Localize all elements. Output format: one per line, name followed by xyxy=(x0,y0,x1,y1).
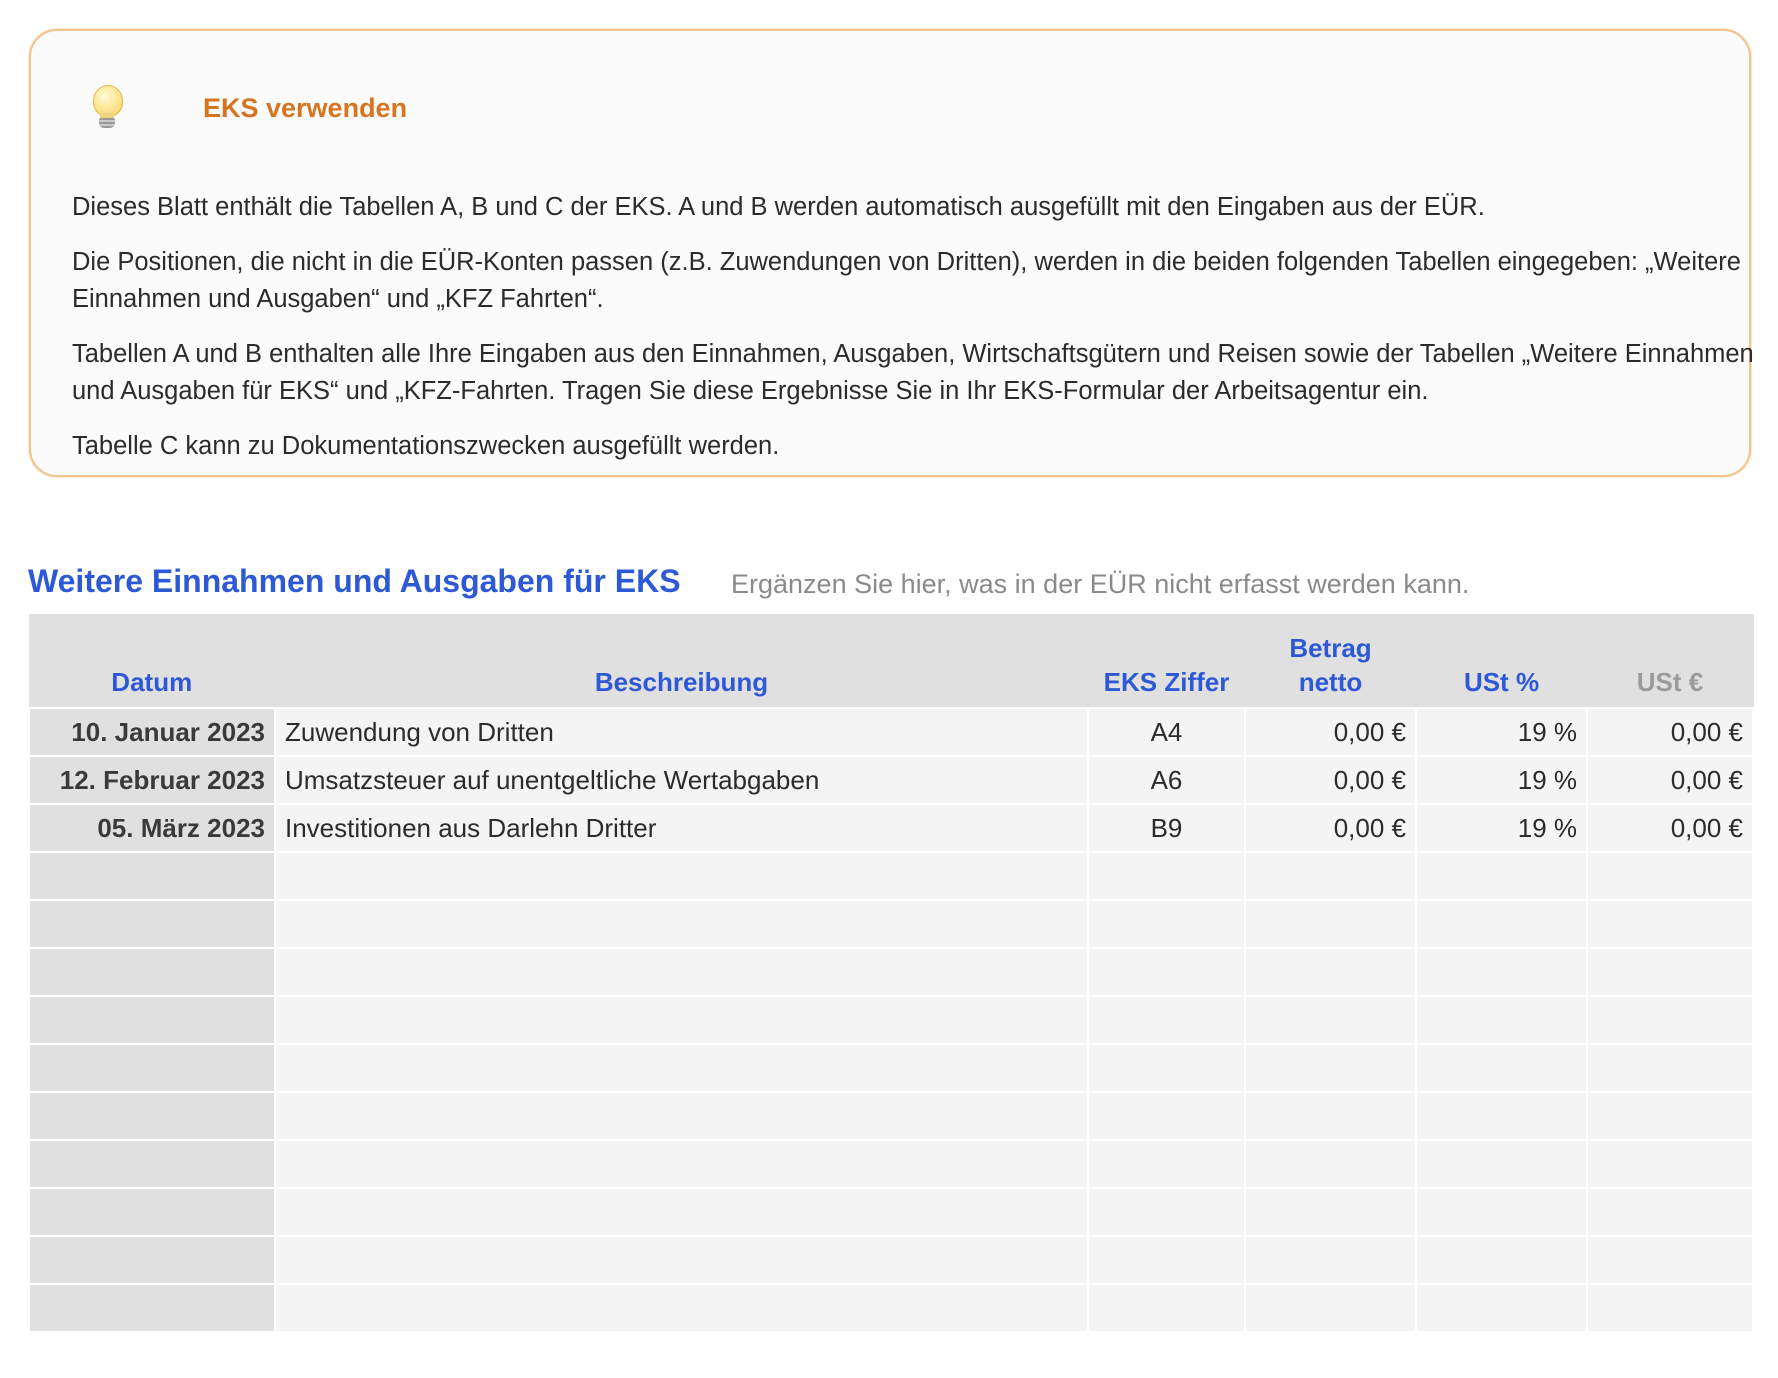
cell-betrag-netto[interactable] xyxy=(1245,1092,1416,1140)
cell-beschreibung[interactable] xyxy=(275,900,1088,948)
cell-ust-eur[interactable] xyxy=(1587,1092,1753,1140)
info-title: EKS verwenden xyxy=(203,92,408,123)
table-row xyxy=(29,708,1753,756)
cell-eks-ziffer[interactable]: A4 xyxy=(1088,708,1245,756)
cell-betrag-netto[interactable] xyxy=(1245,900,1416,948)
cell-ust-pct[interactable] xyxy=(1416,1236,1587,1284)
cell-beschreibung[interactable] xyxy=(275,852,1088,900)
header-betrag-line1: Betrag xyxy=(1289,633,1372,663)
cell-ust-pct[interactable] xyxy=(1416,900,1587,948)
header-datum: Datum xyxy=(29,614,275,708)
cell-beschreibung[interactable]: Investitionen aus Darlehn Dritter xyxy=(275,804,1088,852)
cell-datum[interactable] xyxy=(29,1284,275,1332)
cell-betrag-netto[interactable] xyxy=(1245,996,1416,1044)
cell-betrag-netto[interactable] xyxy=(1245,1284,1416,1332)
cell-ust-eur[interactable] xyxy=(1587,900,1753,948)
info-paragraph: Tabelle C kann zu Dokumentationszwecken ausgefüllt werden. xyxy=(72,432,780,460)
cell-betrag-netto[interactable] xyxy=(1245,852,1416,900)
cell-beschreibung[interactable] xyxy=(275,1188,1088,1236)
table-body xyxy=(29,708,1753,1332)
table-hint: Ergänzen Sie hier, was in der EÜR nicht erfasst werden kann. xyxy=(731,569,1470,599)
table-row xyxy=(29,948,1753,996)
cell-eks-ziffer[interactable] xyxy=(1088,1236,1245,1284)
eks-table xyxy=(28,614,1754,1333)
cell-datum[interactable] xyxy=(29,900,275,948)
table-row xyxy=(29,1188,1753,1236)
table-row xyxy=(29,852,1753,900)
cell-ust-pct[interactable] xyxy=(1416,852,1587,900)
header-betrag-netto xyxy=(1245,614,1416,708)
cell-betrag-netto[interactable] xyxy=(1245,1236,1416,1284)
cell-datum[interactable] xyxy=(29,1044,275,1092)
header-betrag-line2: netto xyxy=(1298,667,1363,697)
cell-ust-eur[interactable] xyxy=(1587,1188,1753,1236)
cell-betrag-netto[interactable] xyxy=(1245,1044,1416,1092)
cell-eks-ziffer[interactable] xyxy=(1088,1284,1245,1332)
cell-eks-ziffer[interactable] xyxy=(1088,900,1245,948)
cell-betrag-netto[interactable]: 0,00 € xyxy=(1245,804,1416,852)
table-row xyxy=(29,1044,1753,1092)
table-row xyxy=(29,1284,1753,1332)
table-row xyxy=(29,900,1753,948)
cell-eks-ziffer[interactable]: B9 xyxy=(1088,804,1245,852)
cell-beschreibung[interactable] xyxy=(275,1236,1088,1284)
table-header-row xyxy=(29,614,1753,708)
cell-eks-ziffer[interactable] xyxy=(1088,1044,1245,1092)
cell-ust-eur[interactable] xyxy=(1587,852,1753,900)
cell-ust-pct[interactable] xyxy=(1416,1092,1587,1140)
header-eks-ziffer: EKS Ziffer xyxy=(1088,614,1245,708)
cell-ust-eur[interactable] xyxy=(1587,1140,1753,1188)
cell-ust-eur[interactable]: 0,00 € xyxy=(1587,756,1753,804)
cell-datum[interactable] xyxy=(29,996,275,1044)
cell-eks-ziffer[interactable] xyxy=(1088,852,1245,900)
cell-eks-ziffer[interactable]: A6 xyxy=(1088,756,1245,804)
cell-beschreibung[interactable] xyxy=(275,1284,1088,1332)
cell-ust-pct[interactable] xyxy=(1416,1044,1587,1092)
cell-datum[interactable] xyxy=(29,948,275,996)
cell-datum[interactable] xyxy=(29,1236,275,1284)
cell-datum[interactable] xyxy=(29,1188,275,1236)
cell-betrag-netto[interactable] xyxy=(1245,1140,1416,1188)
cell-beschreibung[interactable] xyxy=(275,1044,1088,1092)
cell-eks-ziffer[interactable] xyxy=(1088,948,1245,996)
info-header xyxy=(87,83,407,133)
cell-datum[interactable] xyxy=(29,1092,275,1140)
cell-datum[interactable]: 12. Februar 2023 xyxy=(29,756,275,804)
cell-ust-pct[interactable] xyxy=(1416,948,1587,996)
cell-eks-ziffer[interactable] xyxy=(1088,996,1245,1044)
cell-beschreibung[interactable] xyxy=(275,996,1088,1044)
cell-eks-ziffer[interactable] xyxy=(1088,1092,1245,1140)
cell-datum[interactable] xyxy=(29,1140,275,1188)
cell-eks-ziffer[interactable] xyxy=(1088,1140,1245,1188)
eks-table-container xyxy=(28,614,1752,1333)
info-paragraph: Die Positionen, die nicht in die EÜR-Konten passen (z.B. Zuwendungen von Dritten), werden in die beiden folgenden Tabellen eingegeben: „Weitere Einnahmen und Ausgaben“ und „KFZ Fahrten“. xyxy=(72,248,1741,313)
header-ust-eur: USt € xyxy=(1587,614,1753,708)
cell-betrag-netto[interactable] xyxy=(1245,1188,1416,1236)
table-row xyxy=(29,1236,1753,1284)
cell-ust-eur[interactable] xyxy=(1587,996,1753,1044)
cell-beschreibung[interactable]: Zuwendung von Dritten xyxy=(275,708,1088,756)
cell-betrag-netto[interactable] xyxy=(1245,948,1416,996)
cell-ust-pct[interactable]: 19 % xyxy=(1416,804,1587,852)
cell-ust-eur[interactable]: 0,00 € xyxy=(1587,708,1753,756)
cell-betrag-netto[interactable]: 0,00 € xyxy=(1245,708,1416,756)
info-paragraph: Dieses Blatt enthält die Tabellen A, B und C der EKS. A und B werden automatisch ausgefüllt mit den Eingaben aus der EÜR. xyxy=(72,193,1485,221)
cell-beschreibung[interactable]: Umsatzsteuer auf unentgeltliche Wertabgaben xyxy=(275,756,1088,804)
table-row xyxy=(29,996,1753,1044)
info-body xyxy=(72,189,1772,483)
info-box xyxy=(29,29,1754,477)
cell-ust-eur[interactable]: 0,00 € xyxy=(1587,804,1753,852)
info-paragraph: Tabellen A und B enthalten alle Ihre Eingaben aus den Einnahmen, Ausgaben, Wirtschaftsgütern und Reisen sowie der Tabellen „Weitere Einnahmen und Ausgaben für EKS“ und „KFZ-Fahrten. Tragen Sie diese Ergebnisse Sie in Ihr EKS-Formular der Arbeitsagentur ein. xyxy=(72,340,1754,405)
header-beschreibung: Beschreibung xyxy=(275,614,1088,708)
cell-datum[interactable]: 10. Januar 2023 xyxy=(29,708,275,756)
cell-ust-eur[interactable] xyxy=(1587,1284,1753,1332)
cell-datum[interactable] xyxy=(29,852,275,900)
header-ust-pct: USt % xyxy=(1416,614,1587,708)
cell-ust-pct[interactable] xyxy=(1416,1284,1587,1332)
cell-beschreibung[interactable] xyxy=(275,948,1088,996)
cell-betrag-netto[interactable]: 0,00 € xyxy=(1245,756,1416,804)
cell-ust-eur[interactable] xyxy=(1587,1236,1753,1284)
cell-ust-pct[interactable]: 19 % xyxy=(1416,708,1587,756)
cell-ust-pct[interactable] xyxy=(1416,1188,1587,1236)
cell-datum[interactable]: 05. März 2023 xyxy=(29,804,275,852)
cell-ust-pct[interactable]: 19 % xyxy=(1416,756,1587,804)
cell-beschreibung[interactable] xyxy=(275,1092,1088,1140)
cell-ust-pct[interactable] xyxy=(1416,996,1587,1044)
cell-eks-ziffer[interactable] xyxy=(1088,1188,1245,1236)
table-row xyxy=(29,756,1753,804)
lightbulb-icon xyxy=(87,83,127,133)
table-row xyxy=(29,804,1753,852)
cell-ust-pct[interactable] xyxy=(1416,1140,1587,1188)
table-row xyxy=(29,1092,1753,1140)
cell-ust-eur[interactable] xyxy=(1587,948,1753,996)
table-title: Weitere Einnahmen und Ausgaben für EKS xyxy=(28,563,681,599)
table-row xyxy=(29,1140,1753,1188)
cell-ust-eur[interactable] xyxy=(1587,1044,1753,1092)
cell-beschreibung[interactable] xyxy=(275,1140,1088,1188)
